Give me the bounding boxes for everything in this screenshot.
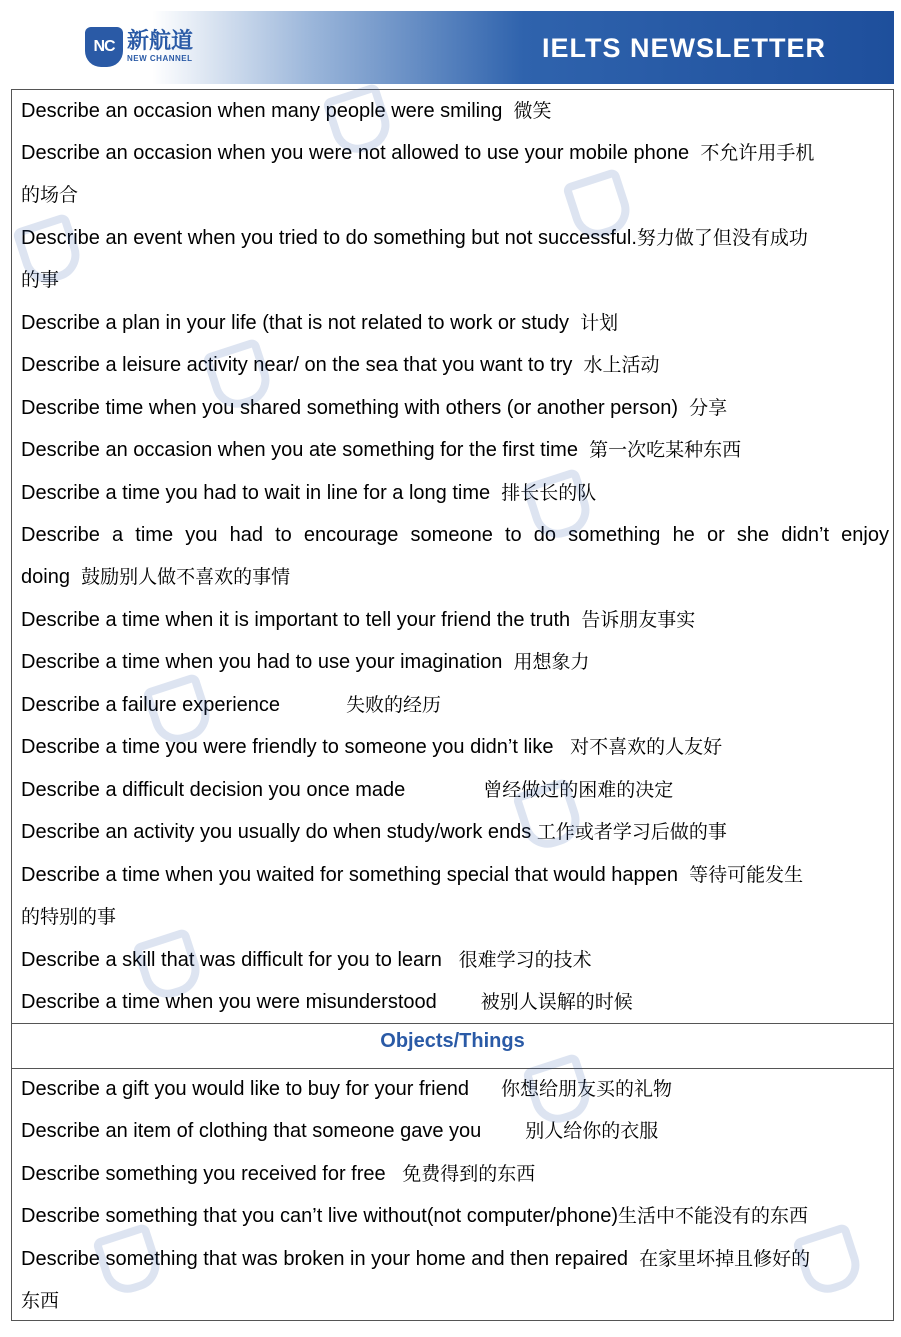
topic-row: Describe a leisure activity near/ on the sea that you want to try 水上活动 <box>21 354 660 376</box>
topic-row: Describe a time when you waited for something special that would happen 等待可能发生 <box>21 864 804 886</box>
topic-row: Describe an activity you usually do when study/work ends 工作或者学习后做的事 <box>21 821 727 843</box>
logo-shield-icon: NC <box>85 27 123 67</box>
section-title: Objects/Things <box>380 1030 525 1052</box>
topic-row: Describe a failure experience 失败的经历 <box>21 694 442 716</box>
logo-english-name: NEW CHANNEL <box>127 54 193 63</box>
topic-row: Describe an occasion when many people were smiling 微笑 <box>21 100 552 122</box>
section-divider <box>11 1068 894 1069</box>
newsletter-header <box>11 11 894 84</box>
topic-row: Describe time when you shared something with others (or another person) 分享 <box>21 397 728 419</box>
topic-row-continuation: 的事 <box>21 269 60 291</box>
topic-row: Describe something you received for free 免费得到的东西 <box>21 1163 536 1185</box>
section-divider <box>11 1023 894 1024</box>
newsletter-title: IELTS NEWSLETTER <box>542 33 826 63</box>
topic-row: Describe a time you were friendly to someone you didn’t like 对不喜欢的人友好 <box>21 736 723 758</box>
topic-row-continuation: 的场合 <box>21 184 79 206</box>
topic-row: Describe a time you had to wait in line for a long time 排长长的队 <box>21 482 597 504</box>
brand-logo <box>85 25 193 69</box>
topic-row: Describe an item of clothing that someone gave you 别人给你的衣服 <box>21 1120 659 1142</box>
topic-row: Describe a time you had to encourage someone to do something he or she didn’t enjoy <box>21 524 889 546</box>
topic-row: Describe something that you can’t live without(not computer/phone)生活中不能没有的东西 <box>21 1205 808 1227</box>
topic-row-continuation: doing 鼓励别人做不喜欢的事情 <box>21 566 291 588</box>
topic-row: Describe a time when you were misunderstood 被别人误解的时候 <box>21 991 633 1013</box>
topic-row: Describe something that was broken in your home and then repaired 在家里坏掉且修好的 <box>21 1248 811 1270</box>
topic-row-continuation: 的特别的事 <box>21 906 117 928</box>
topic-row: Describe a skill that was difficult for you to learn 很难学习的技术 <box>21 949 592 971</box>
topic-row: Describe a time when it is important to tell your friend the truth 告诉朋友事实 <box>21 609 696 631</box>
topic-row: Describe an event when you tried to do something but not successful.努力做了但没有成功 <box>21 227 808 249</box>
topic-row: Describe an occasion when you ate something for the first time 第一次吃某种东西 <box>21 439 742 461</box>
topic-row: Describe a plan in your life (that is not related to work or study 计划 <box>21 312 619 334</box>
topic-row-continuation: 东西 <box>21 1290 60 1312</box>
topic-row: Describe a gift you would like to buy for your friend 你想给朋友买的礼物 <box>21 1078 673 1100</box>
logo-chinese-name: 新航道 <box>127 29 194 54</box>
topic-row: Describe a difficult decision you once made 曾经做过的困难的决定 <box>21 779 674 801</box>
topic-row: Describe a time when you had to use your imagination 用想象力 <box>21 651 590 673</box>
topic-row: Describe an occasion when you were not allowed to use your mobile phone 不允许用手机 <box>21 142 815 164</box>
